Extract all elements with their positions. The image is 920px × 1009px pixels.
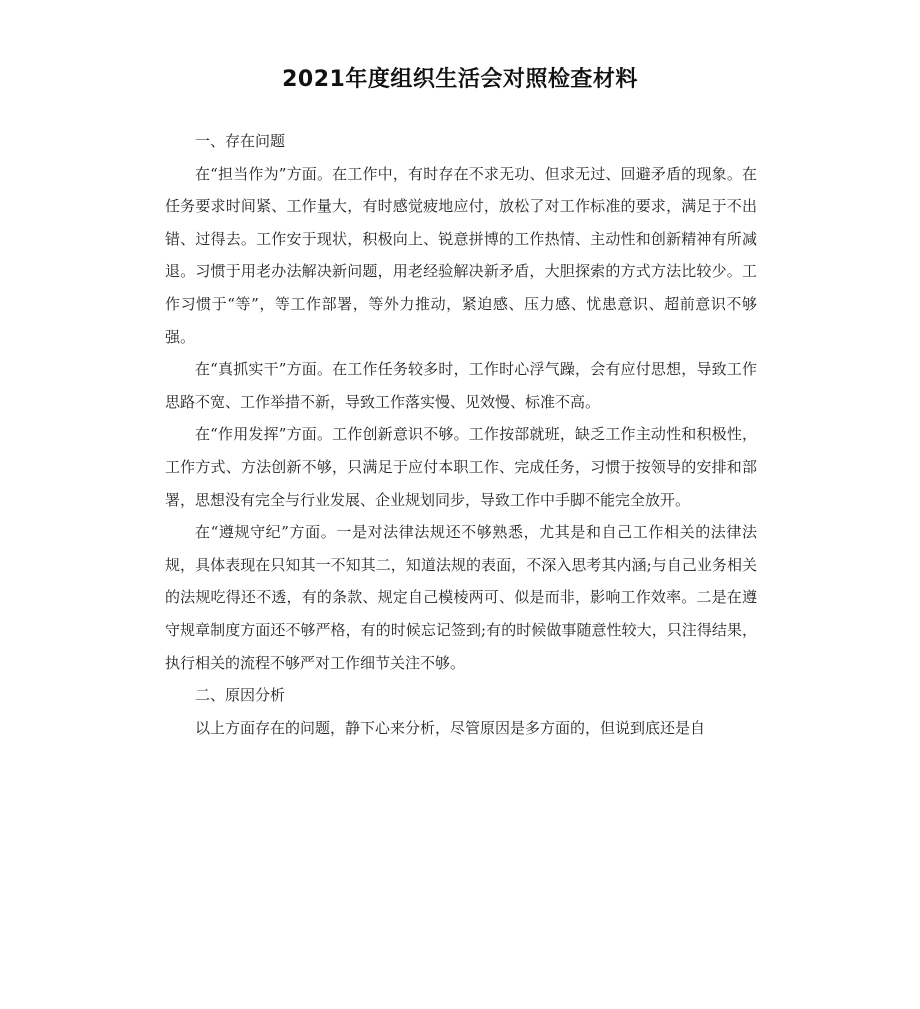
- paragraph-role-play: 在“作用发挥”方面。工作创新意识不够。工作按部就班，缺乏工作主动性和积极性，工作方式、方法创新不够，只满足于应付本职工作、完成任务，习惯于按领导的安排和部署，思想没有完全与行业发展、企业规划同步，导致工作中手脚不能完全放开。: [165, 425, 757, 509]
- document-title: 2021年度组织生活会对照检查材料: [282, 67, 638, 92]
- paragraph-discipline: 在“遵规守纪”方面。一是对法律法规还不够熟悉，尤其是和自己工作相关的法律法规，具体表现在只知其一不知其二，知道法规的表面，不深入思考其内涵;与自己业务相关的法规吃得还不透，有的条款、规定自己模棱两可、似是而非，影响工作效率。二是在遵守规章制度方面还不够严格，有的时候忘记签到;有的时候做事随意性较大，只注得结果，执行相关的流程不够严对工作细节关注不够。: [165, 523, 757, 672]
- section-heading-causes: 二、原因分析: [195, 686, 286, 705]
- section-heading-problems: 一、存在问题: [195, 132, 286, 150]
- paragraph-responsibility: 在“担当作为”方面。在工作中，有时存在不求无功、但求无过、回避矛盾的现象。在任务要求时间紧、工作量大，有时感觉疲地应付，放松了对工作标准的要求，满足于不出错、过得去。工作安于现状，积极向上、锐意拼博的工作热情、主动性和创新精神有所减退。习惯于用老办法解决新问题，用老经验解决新矛盾，大胆探索的方式方法比较少。工作习惯于“等”，等工作部署，等外力推动，紧迫感、压力感、忧患意识、超前意识不够强。: [165, 164, 757, 346]
- paragraph-cause-analysis: 以上方面存在的问题，静下心来分析，尽管原因是多方面的，但说到底还是自: [195, 718, 706, 737]
- paragraph-practical-work: 在“真抓实干”方面。在工作任务较多时，工作时心浮气躁，会有应付思想，导致工作思路不宽、工作举措不新，导致工作落实慢、见效慢、标准不高。: [165, 360, 757, 411]
- document-body: [165, 125, 757, 744]
